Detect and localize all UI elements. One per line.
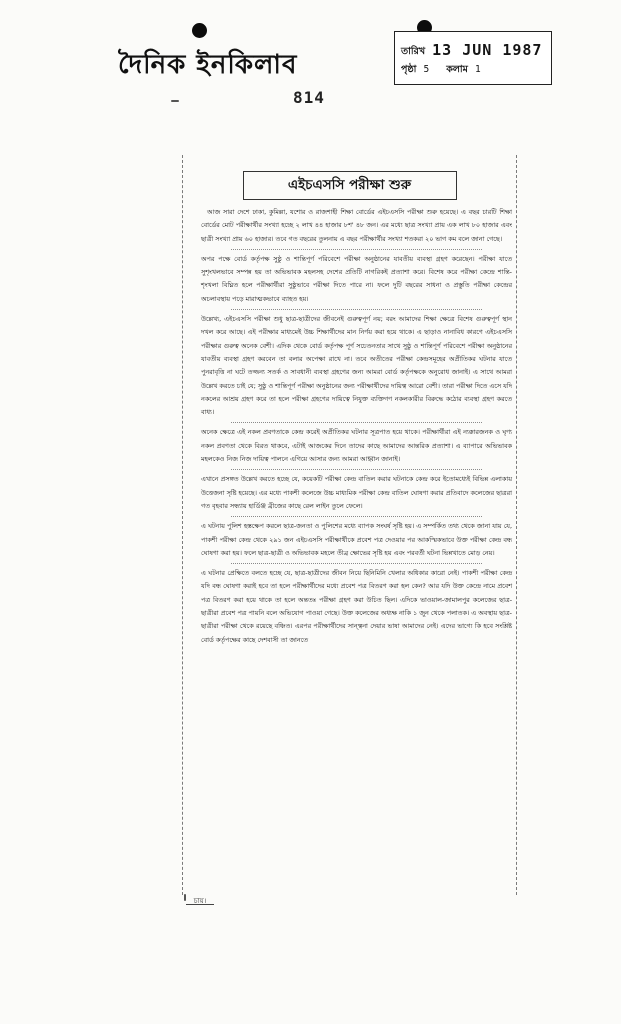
stamp-page-label: পৃষ্ঠা <box>401 64 417 75</box>
article-paragraph: এখানে প্রসঙ্গত উল্লেখ করতে হচ্ছে যে, কয়েকটি পরীক্ষা কেন্দ্র বাতিল করার ঘটনাকে কেন্দ্র করে ইতোমধ্যেই বিভিন্ন এলাকায় উত্তেজনা সৃষ্টি হয়েছে। এর মধ্যে পাকশী কলেজে উচ্চ মাধ্যমিক পরীক্ষা কেন্দ্র বাতিল ঘোষণা করার প্রতিবাদে কলেজের ছাত্ররা গত বৃহবার সন্ধ্যায় হার্ডিঞ্জ ব্রীজের কাছে রেল লাইন তুলে ফেলে। <box>201 475 512 510</box>
article-paragraph: আজ সারা দেশে ঢাকা, কুমিল্লা, যশোর ও রাজশাহী শিক্ষা বোর্ডের এইচএসসি পরীক্ষা শুরু হয়েছে। এ বছর চারটি শিক্ষা বোর্ডের মোট পরীক্ষার্থীর সংখ্যা হচ্ছে ২ লাখ ৪৪ হাজার ৮শ' ৪৮ জন। এর মধ্যে ছাত্র সংখ্যা প্রায় এক লাখ ৮০ হাজার এবং ছাত্রী সংখ্যা প্রায় ৬০ হাজার। তবে গত বছরের তুলনায় এ বছর পরীক্ষার্থীর সংখ্যা শতকরা ২০ ভাগ কম বলে জানা গেছে। <box>201 208 512 243</box>
article-end-mark: চায়। <box>186 895 214 905</box>
scan-smudge <box>184 894 186 901</box>
stamp-page-value: 5 <box>423 64 430 75</box>
stamp-date-label: তারিখ <box>401 46 426 57</box>
article-paragraph: অপর পক্ষে বোর্ড কর্তৃপক্ষ সুষ্ঠু ও শান্তিপূর্ণ পরিবেশে পরীক্ষা অনুষ্ঠানের যাবতীয় ব্যবস্থা গ্রহণ করেছেন। পরীক্ষা যাতে সুশৃংখলভাবে সম্পন্ন হয় তা অভিভাবক মহলসহ দেশের প্রতিটি নাগরিকই প্রত্যাশা করে। বিশেষ করে পরীক্ষা কেন্দ্রে শান্তি-শৃংখলা বিঘ্নিত হলে পরীক্ষার্থীরা সুষ্ঠুভাবে পরীক্ষা দিতে পারে না। ফলে দুটি বছরের সাধনা ও প্রস্তুতি পরীক্ষা কেন্দ্রের অচলাবস্থায় পড়ে মারাত্মকভাবে ব্যাহত হয়। <box>201 254 512 303</box>
punch-hole-left <box>192 23 207 38</box>
paragraph-divider <box>231 469 482 470</box>
paragraph-divider <box>231 249 482 250</box>
article-body <box>201 206 512 647</box>
article-paragraph: এ ঘটনায় পুলিশ হস্তক্ষেপ করলে ছাত্র-জনতা ও পুলিশের মধ্যে ব্যাপক সংঘর্ষ সৃষ্টি হয়। এ সম্পর্কিত তথ্য থেকে জানা যায় যে, পাকশী পরীক্ষা কেন্দ্র থেকে ২৯১ জন এইচএসসি পরীক্ষার্থীকে প্রবেশ পত্র দেওয়ার পর আকস্মিকভাবে উক্ত পরীক্ষা কেন্দ্র বন্ধ ঘোষণা করা হয়। ফলে ছাত্র-ছাত্রী ও অভিভাবক মহলে তীব্র ক্ষোভের সৃষ্টি হয় এবং পরবর্তী ঘটনা ভিন্নখাতে মোড় নেয়। <box>201 522 512 557</box>
article-paragraph: অনেক ক্ষেত্রে এই নকল প্রবণতাকে কেন্দ্র করেই অপ্রীতিকর ঘটনার সূত্রপাত হয়ে থাকে। পরীক্ষার্থীরা এই ন্যক্কারজনক ও ঘৃণ্য নকল প্রবণতা থেকে বিরত থাকবে, এটাই আজকের দিনে তাদের কাছে আমাদের আন্তরিক প্রত্যাশা। এ ব্যাপারে অভিভাবক মহলকেও নিজ নিজ দায়িত্ব পালনে এগিয়ে আসার জন্য আমরা আহ্বান জানাই। <box>201 428 512 464</box>
article-headline: এইচএসসি পরীক্ষা শুরু <box>243 171 457 200</box>
paragraph-divider <box>231 563 482 564</box>
paragraph-divider <box>231 309 482 310</box>
article-paragraph: উল্লেখ্য, এইচএসসি পরীক্ষা শুধু ছাত্র-ছাত্রীদের জীবনেই গুরুত্বপূর্ণ নয়; বরং আমাদের শিক্ষা ক্ষেত্রে বিশেষ গুরুত্বপূর্ণ স্থান দখল করে আছে। এই পরীক্ষার মাধ্যমেই উচ্চ শিক্ষার্থীদের মান নির্ণয় করা হয়ে থাকে। এ ছাড়াও নানাবিধ কারণে এইচএসসি পরীক্ষার গুরুত্ব অনেক বেশী। এদিক থেকে বোর্ড কর্তৃপক্ষ পূর্ণ সচেতনতার সাথে সুষ্ঠু ও শান্তিপূর্ণ পরিবেশে পরীক্ষা অনুষ্ঠানের যাবতীয় ব্যবস্থা গ্রহণ করবেন তা বলার অপেক্ষা রাখে না। তবে অতীতের পরীক্ষা কেন্দ্রসমূহের অপ্রীতিকর ঘটনার যাতে পুনরাবৃত্তি না ঘটে তজ্জন্য সতর্ক ও সাবধানী ব্যবস্থা গ্রহণের জন্য আমরা বোর্ড কর্তৃপক্ষকে অনুরোধ জানাই। এ সাথে আমরা উল্লেখ করতে চাই যে; সুষ্ঠু ও শান্তিপূর্ণ পরীক্ষা অনুষ্ঠানের জন্য পরীক্ষার্থীদের দায়িত্ব আরো বেশী। তারা পরীক্ষা দিতে এসে যদি নকলের আশ্রয় গ্রহণ করে তা হলে পরীক্ষা গ্রহণের দায়িত্বে নিযুক্ত ব্যক্তিগণ নকলকারীর বিরুদ্ধে কঠোর ব্যবস্থা গ্রহণ করতে বাধ্য। <box>201 315 512 417</box>
stamp-column-value: 1 <box>475 64 481 75</box>
stamp-date-row <box>401 40 542 60</box>
paragraph-divider <box>231 422 482 423</box>
newspaper-clipping <box>182 155 517 895</box>
newspaper-name: দৈনিক ইনকিলাব <box>118 50 298 80</box>
paragraph-divider <box>231 516 482 517</box>
stamp-page-row <box>401 63 481 78</box>
stamp-column-label: কলাম <box>446 64 468 75</box>
archive-reference-code: 814 <box>293 88 325 107</box>
date-stamp <box>394 31 552 85</box>
stamp-date-value: 13 JUN 1987 <box>432 41 543 59</box>
article-paragraph: এ ঘটনার প্রেক্ষিতে বলতে হচ্ছে যে, ছাত্র-ছাত্রীদের জীবন নিয়ে ছিনিমিনি খেলার অধিকার কারো নেই। পাকশী পরীক্ষা কেন্দ্র যদি বন্ধ ঘোষণা করাই হবে তা হলে পরীক্ষার্থীদের মধ্যে প্রবেশ পত্র বিতরণ করা হল কেন? আর যদি উক্ত কেন্দ্রে নামে প্রবেশ পত্র বিতরণ করা হয়ে থাকে তা হলে অন্ততঃ পরীক্ষা গ্রহণ করা উচিত ছিল। এদিকে ভাওয়াল-জামালপুর কলেজের ছাত্র-ছাত্রীরা প্রবেশ পত্র পায়নি বলে অভিযোগ পাওয়া গেছে। উক্ত কলেজের অধ্যক্ষ নাকি ১ জুন থেকে পলাতক। এ অবস্থায় ছাত্র-ছাত্রীরা পরীক্ষা থেকে রয়েছে বঞ্চিত। এরপর পরীক্ষার্থীদের সান্ত্বনা দেয়ার ভাষা আমাদের নেই। এদের ভাগ্যে কি হবে সংশ্লিষ্ট বোর্ড কর্তৃপক্ষের কাছে দেশবাসী তা জানতে <box>201 569 512 644</box>
scan-smudge <box>171 100 179 102</box>
